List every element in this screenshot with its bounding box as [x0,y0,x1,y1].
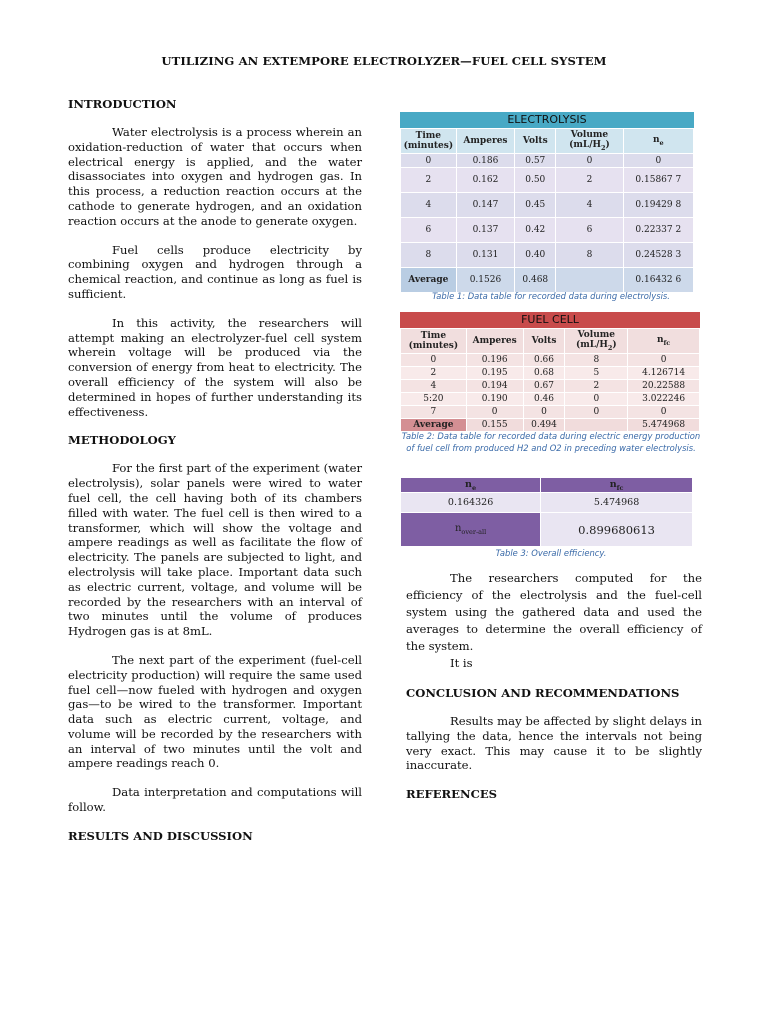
conclusion-heading: CONCLUSION AND RECOMMENDATIONS [406,686,680,700]
electrolysis-header-row [401,129,694,154]
table-cell: 0 [623,154,693,168]
table-row [401,154,694,168]
average-row [401,268,694,293]
table-cell: 0.50 [515,168,556,193]
table-cell: 0.131 [456,243,515,268]
table-cell: 0.162 [456,168,515,193]
table-cell: 0.22337 2 [623,218,693,243]
table-cell: 0 [565,393,628,406]
table-row [401,406,700,419]
table-cell: 0.42 [515,218,556,243]
table-cell: 7 [401,406,467,419]
table-cell: 4 [401,193,457,218]
table-cell: 0.147 [456,193,515,218]
table-cell: 2 [565,380,628,393]
table-row [401,393,700,406]
table-cell: 0 [401,154,457,168]
table-cell: 0.186 [456,154,515,168]
electrolysis-table [400,112,694,293]
header-ne: $n_e$ [401,478,541,493]
average-label: Average [401,268,457,293]
methodology-heading: METHODOLOGY [68,433,176,448]
table-cell: 5:20 [401,393,467,406]
table-row [401,367,700,380]
left-column [68,97,362,843]
fuel-cell-header-row [401,329,700,354]
header-volts: Volts [523,329,565,354]
table-cell: 0.194 [466,380,523,393]
electrolysis-table-title: ELECTROLYSIS [400,112,694,128]
conclusion-paragraph: Results may be affected by slight delays in tallying the data, hence the intervals not being very exact. This may cause it to be slightly inaccurate. [406,714,702,773]
table-cell: 0.16432 6 [623,268,693,293]
header-amperes: Amperes [466,329,523,354]
table-cell: 0 [466,406,523,419]
fuel-cell-table [400,312,700,432]
results-text-block [406,570,702,801]
table-cell: 8 [401,243,457,268]
overall-header-row [401,478,693,493]
header-volts: Volts [515,129,556,154]
page-title: UTILIZING AN EXTEMPORE ELECTROLYZER—FUEL CELL SYSTEM [161,54,607,68]
table-row [401,493,693,513]
table-row [401,168,694,193]
introduction-paragraph-1: Water electrolysis is a process wherein an oxidation-reduction of water that occurs when electrical energy is applied, and the water disassociates into oxygen and hydrogen gas. In this process, a reduction reaction occurs at the cathode to generate hydrogen, and an oxidation reaction occurs at the anode to generate oxygen. [68,125,362,228]
table-cell: 0.67 [523,380,565,393]
table-cell: 2 [401,168,457,193]
header-nfc: $n_{fc}$ [541,478,693,493]
table-cell: 0 [628,354,700,367]
header-efficiency: $n_e$ [623,129,693,154]
table-row [401,380,700,393]
table-cell: 0.190 [466,393,523,406]
table-row [401,218,694,243]
table-cell: 6 [556,218,623,243]
table-cell: 0.19429 8 [623,193,693,218]
table-cell: 0 [628,406,700,419]
table-3-caption: Table 3: Overall efficiency. [495,548,607,558]
table-cell: 20.22588 [628,380,700,393]
methodology-paragraph-3: Data interpretation and computations will follow. [68,785,362,815]
table-cell: 4 [556,193,623,218]
table-cell: 4.126714 [628,367,700,380]
overall-label: $n_{over-all}$ [401,513,541,547]
table-cell: 0.494 [523,419,565,432]
table-cell: 0.40 [515,243,556,268]
table-cell: 0.196 [466,354,523,367]
table-cell: 0.57 [515,154,556,168]
introduction-paragraph-3: In this activity, the researchers will attempt making an electrolyzer-fuel cell system wherein voltage will be produced via the conversion of energy from heat to electricity. The overall efficiency of the system will also be determined in hopes of further understanding its effectiveness. [68,315,362,419]
header-amperes: Amperes [456,129,515,154]
table-cell: 2 [401,367,467,380]
overall-efficiency-table [400,477,693,547]
table-cell: 0.66 [523,354,565,367]
table-row [401,243,694,268]
header-efficiency: $n_{fc}$ [628,329,700,354]
methodology-paragraph-2: The next part of the experiment (fuel-cell electricity production) will require the same used fuel cell—now fueled with hydrogen and oxygen gas—to be wired to the transformer. Important data such as electric current, voltage, and volume will be recorded by the researchers with an interval of two minutes until the volt and ampere readings reach 0. [68,652,362,771]
overall-value: 0.899680613 [541,513,693,547]
table-cell: 6 [401,218,457,243]
table-cell: 4 [401,380,467,393]
table-cell: 3.022246 [628,393,700,406]
header-time: Time (minutes) [401,129,457,154]
table-cell: 2 [556,168,623,193]
table-cell: 0.15867 7 [623,168,693,193]
header-volume: Volume $(mL/H_2)$ [556,129,623,154]
introduction-heading: INTRODUCTION [68,97,177,111]
table-cell: 0.46 [523,393,565,406]
table-cell: 0 [556,154,623,168]
table-cell: 0.164326 [401,493,541,513]
table-cell: 0.137 [456,218,515,243]
table-cell: 8 [565,354,628,367]
table-cell: 5 [565,367,628,380]
table-cell: 0 [565,406,628,419]
references-heading: REFERENCES [406,787,498,802]
table-cell: 0.24528 3 [623,243,693,268]
table-row [401,513,693,547]
table-cell: 0.195 [466,367,523,380]
table-cell: 0.45 [515,193,556,218]
table-cell [556,268,623,293]
table-row [401,193,694,218]
table-cell: 0 [523,406,565,419]
header-time: Time (minutes) [401,329,467,354]
introduction-paragraph-2: Fuel cells produce electricity by combining oxygen and hydrogen through a chemical reaction, and continue as long as fuel is sufficient. [68,242,362,301]
results-paragraph-1: The researchers computed for the efficiency of the electrolysis and the fuel-cell system using the gathered data and used the averages to determine the overall efficiency of the system. [406,571,702,653]
results-heading: RESULTS AND DISCUSSION [68,828,253,843]
table-cell: 5.474968 [541,493,693,513]
fuel-cell-table-title: FUEL CELL [400,312,700,328]
average-label: Average [401,419,467,432]
methodology-paragraph-1: For the first part of the experiment (water electrolysis), solar panels were wired to water fuel cell, the cell having both of its chambers filled with water. The fuel cell is then wired to a transformer, which will show the voltage and ampere readings as well as facilitate the flow of electricity. The panels are subjected to light, and electrolysis will take place. Important data such as electric current, voltage, and volume will be recorded by the researchers with an interval of two minutes until the volume of produces Hydrogen gas is at 8mL. [68,461,362,639]
table-row [401,354,700,367]
table-1-caption: Table 1: Data table for recorded data during electrolysis. [432,291,670,301]
table-cell: 5.474968 [628,419,700,432]
results-paragraph-2: It is [450,656,473,670]
table-cell: 0 [401,354,467,367]
table-cell: 0.1526 [456,268,515,293]
table-cell: 0.68 [523,367,565,380]
table-cell: 8 [556,243,623,268]
table-cell: 0.468 [515,268,556,293]
header-volume: Volume $(mL/H_2)$ [565,329,628,354]
table-2-caption: Table 2: Data table for recorded data during electric energy production of fuel cell from produced H2 and O2 in preceding water electrolysis. [401,431,701,453]
table-cell: 0.155 [466,419,523,432]
